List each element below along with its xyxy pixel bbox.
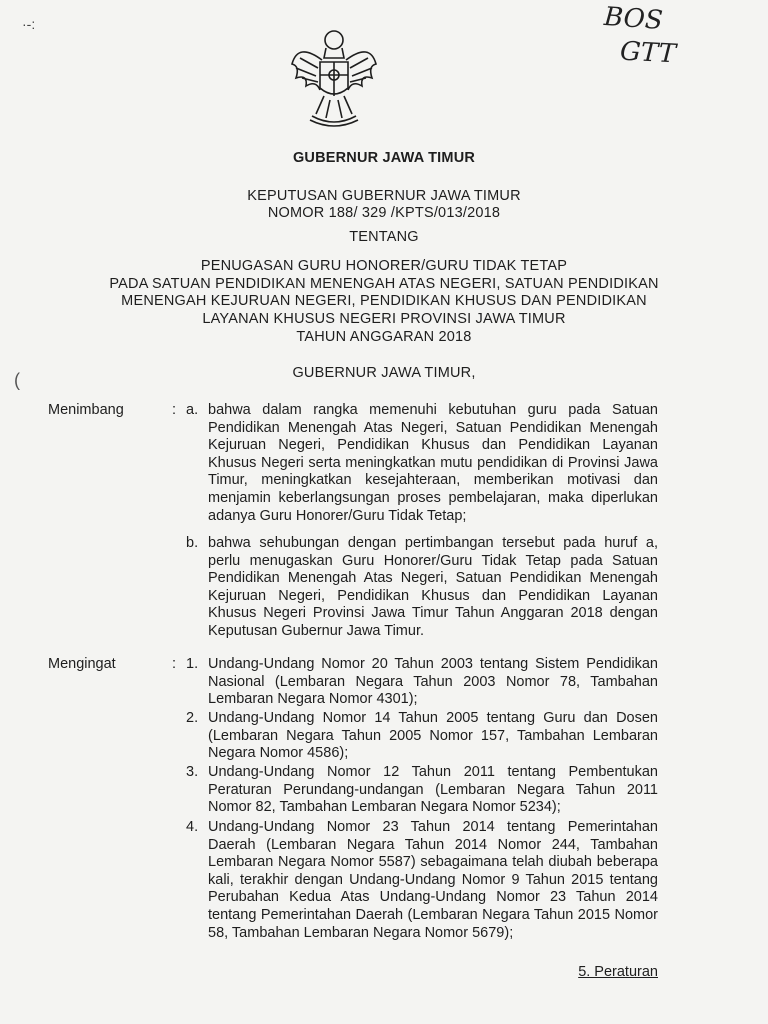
mengingat-item-4 bbox=[186, 819, 658, 942]
item-text: Undang-Undang Nomor 20 Tahun 2003 tentang Sistem Pendidikan Nasional (Lembaran Negara Tahun 2003 Nomor 78, Tambahan Lembaran Negara Nomor 4301); bbox=[208, 656, 658, 708]
item-marker: 4. bbox=[186, 819, 199, 835]
item-text: Undang-Undang Nomor 12 Tahun 2011 tentang Pembentukan Peraturan Perundang-undangan (Lembaran Negara Tahun 2011 Nomor 82, Tambahan Lembaran Negara Nomor 5234); bbox=[208, 764, 658, 816]
item-text: Undang-Undang Nomor 23 Tahun 2014 tentang Pemerintahan Daerah (Lembaran Negara Tahun 2014 Nomor 244, Tambahan Lembaran Negara Nomor 5587) sebagaimana telah diubah beberapa kali, terakhir dengan Undang-Undang Nomor 9 Tahun 2015 tentang Perubahan Kedua Atas Undang-Undang Nomor 23 Tahun 2014 tentang Pemerintahan Daerah (Lembaran Negara Tahun 2015 Nomor 58, Tambahan Lembaran Negara Nomor 5679); bbox=[208, 819, 658, 941]
item-text: bahwa sehubungan dengan pertimbangan tersebut pada huruf a, perlu menugaskan Guru Honorer/Guru Tidak Tetap pada Satuan Pendidikan Menengah Atas Negeri, Satuan Pendidikan Menengah Kejuruan Negeri, Pendidikan Khusus dan Pendidikan Layanan Khusus Negeri Provinsi Jawa Timur Tahun Anggaran 2018 dengan Keputusan Gubernur Jawa Timur. bbox=[208, 535, 658, 639]
item-text: Undang-Undang Nomor 14 Tahun 2005 tentang Guru dan Dosen (Lembaran Negara Tahun 2005 Nomor 157, Tambahan Lembaran Negara Nomor 4586); bbox=[208, 710, 658, 762]
garuda-emblem-icon bbox=[286, 24, 382, 136]
item-marker: 1. bbox=[186, 656, 199, 672]
authority-title: GUBERNUR JAWA TIMUR bbox=[292, 150, 476, 166]
item-marker: b. bbox=[186, 535, 199, 551]
subject-line-1: PENUGASAN GURU HONORER/GURU TIDAK TETAP bbox=[200, 258, 568, 274]
menimbang-colon: : bbox=[172, 402, 177, 418]
subject-line-3: MENENGAH KEJURUAN NEGERI, PENDIDIKAN KHUSUS DAN PENDIDIKAN bbox=[121, 293, 647, 309]
continuation-marker: 5. Peraturan bbox=[578, 964, 658, 980]
item-marker: 2. bbox=[186, 710, 199, 726]
mengingat-colon: : bbox=[172, 656, 177, 672]
menimbang-label: Menimbang bbox=[48, 402, 124, 418]
mengingat-label: Mengingat bbox=[48, 656, 116, 672]
subject-line-4: LAYANAN KHUSUS NEGERI PROVINSI JAWA TIMUR bbox=[202, 311, 566, 327]
subject-line-5: TAHUN ANGGARAN 2018 bbox=[296, 329, 472, 345]
decree-title: KEPUTUSAN GUBERNUR JAWA TIMUR bbox=[247, 188, 521, 204]
handwritten-note-line-1: BOS bbox=[603, 1, 664, 37]
issuer-line: GUBERNUR JAWA TIMUR, bbox=[292, 365, 476, 381]
menimbang-item-a bbox=[186, 402, 658, 525]
mengingat-item-3 bbox=[186, 764, 658, 817]
mengingat-item-2 bbox=[186, 710, 658, 763]
tentang-heading: TENTANG bbox=[349, 229, 419, 245]
margin-scribble: ( bbox=[14, 370, 20, 390]
mengingat-item-1 bbox=[186, 656, 658, 709]
item-text: bahwa dalam rangka memenuhi kebutuhan guru pada Satuan Pendidikan Menengah Atas Negeri, Satuan Pendidikan Menengah Kejuruan Negeri, Pendidikan Khusus dan Pendidikan Layanan Khusus Negeri serta meningkatkan mutu pendidikan di Provinsi Jawa Timur, meningkatkan kesejahteraan, memberikan motivasi dan menjamin keberlangsungan proses pembelajaran, maka diperlukan adanya Guru Honorer/Guru Tidak Tetap; bbox=[208, 402, 658, 524]
decree-number: NOMOR 188/ 329 /KPTS/013/2018 bbox=[267, 205, 501, 221]
item-marker: a. bbox=[186, 402, 199, 418]
subject-line-2: PADA SATUAN PENDIDIKAN MENENGAH ATAS NEGERI, SATUAN PENDIDIKAN bbox=[109, 276, 659, 292]
menimbang-item-b bbox=[186, 535, 658, 641]
corner-scribble: ·-: bbox=[22, 16, 36, 32]
item-marker: 3. bbox=[186, 764, 199, 780]
handwritten-note-line-2: GTT bbox=[619, 36, 677, 70]
